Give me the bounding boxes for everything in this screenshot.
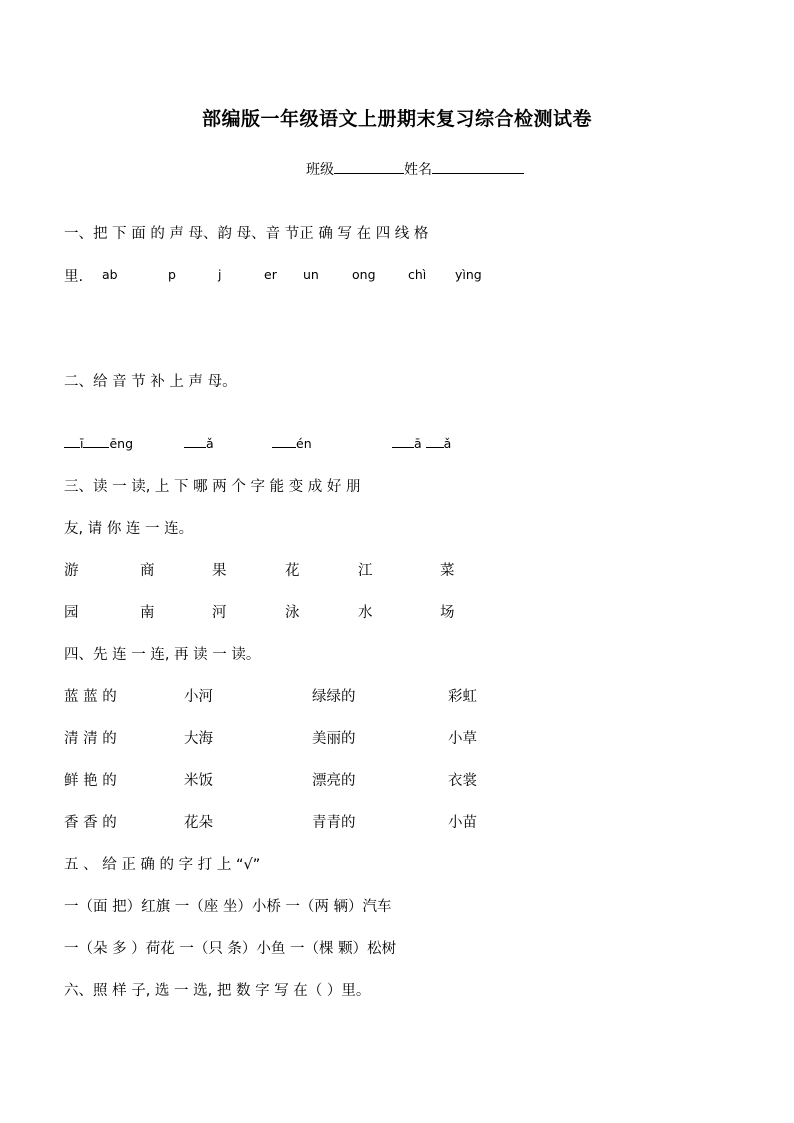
char-bottom[interactable]: 泳 bbox=[285, 605, 300, 621]
char-top[interactable]: 花 bbox=[285, 563, 300, 579]
answer-blank[interactable] bbox=[392, 435, 414, 448]
char-bottom[interactable]: 南 bbox=[140, 605, 155, 621]
q4-heading: 四、先 连 一 连, 再 读 一 读。 bbox=[64, 647, 261, 663]
char-top[interactable]: 菜 bbox=[440, 563, 455, 579]
answer-blank[interactable] bbox=[272, 435, 296, 448]
q1-pinyin-item: j bbox=[218, 267, 222, 282]
q4-word[interactable]: 绿绿的 bbox=[312, 689, 356, 705]
answer-blank[interactable] bbox=[426, 435, 444, 448]
q4-word[interactable]: 大海 bbox=[184, 731, 213, 747]
q4-word[interactable]: 香 香 的 bbox=[64, 815, 117, 831]
q5-line1[interactable]: 一（面 把）红旗 一（座 坐）小桥 一（两 辆）汽车 bbox=[64, 899, 392, 915]
q1-line2-prefix: 里. bbox=[64, 269, 84, 285]
q2-pinyin-item: ēng bbox=[109, 436, 134, 451]
q4-word[interactable]: 花朵 bbox=[184, 815, 213, 831]
char-top[interactable]: 游 bbox=[64, 563, 79, 579]
char-bottom[interactable]: 水 bbox=[358, 605, 373, 621]
q5-heading: 五 、 给 正 确 的 字 打 上 “√” bbox=[64, 857, 261, 873]
char-bottom[interactable]: 园 bbox=[64, 605, 79, 621]
q4-word[interactable]: 米饭 bbox=[184, 773, 213, 789]
q1-pinyin-item: er bbox=[264, 267, 277, 282]
student-info bbox=[306, 159, 524, 179]
q4-word[interactable]: 鲜 艳 的 bbox=[64, 773, 117, 789]
q2-exercise-row bbox=[64, 435, 133, 451]
q4-word[interactable]: 小草 bbox=[448, 731, 477, 747]
class-label: 班级 bbox=[306, 162, 334, 178]
q4-word[interactable]: 青青的 bbox=[312, 815, 356, 831]
q4-word[interactable]: 清 清 的 bbox=[64, 731, 117, 747]
char-top[interactable]: 商 bbox=[140, 563, 155, 579]
q2-pinyin-item: ā bbox=[414, 436, 422, 451]
q2-heading: 二、给 音 节 补 上 声 母。 bbox=[64, 374, 237, 390]
q4-word[interactable]: 衣裳 bbox=[448, 773, 477, 789]
q4-word[interactable]: 小苗 bbox=[448, 815, 477, 831]
q2-pinyin-item: én bbox=[296, 436, 312, 451]
q1-pinyin-item: yìng bbox=[455, 267, 482, 282]
q4-word[interactable]: 漂亮的 bbox=[312, 773, 356, 789]
q1-pinyin-item: chì bbox=[408, 267, 427, 282]
char-bottom[interactable]: 河 bbox=[212, 605, 227, 621]
page-title: 部编版一年级语文上册期末复习综合检测试卷 bbox=[201, 108, 592, 130]
q2-exercise-item bbox=[392, 435, 451, 451]
q1-pinyin-item: ab bbox=[102, 267, 118, 282]
q1-pinyin-item: un bbox=[303, 267, 319, 282]
q2-exercise-item bbox=[272, 435, 312, 451]
q2-pinyin-item: ī bbox=[80, 436, 84, 451]
answer-blank[interactable] bbox=[64, 435, 80, 448]
q2-pinyin-item: ǎ bbox=[443, 436, 452, 451]
name-label: 姓名 bbox=[404, 162, 432, 178]
answer-blank[interactable] bbox=[184, 435, 206, 448]
class-blank[interactable] bbox=[334, 159, 404, 174]
q1-pinyin-item: p bbox=[168, 267, 176, 282]
q5-line2[interactable]: 一（朵 多 ）荷花 一（只 条）小鱼 一（棵 颗）松树 bbox=[64, 941, 397, 957]
char-top[interactable]: 果 bbox=[212, 563, 227, 579]
char-top[interactable]: 江 bbox=[358, 563, 373, 579]
q3-line1: 三、读 一 读, 上 下 哪 两 个 字 能 变 成 好 朋 bbox=[64, 479, 361, 495]
name-blank[interactable] bbox=[432, 159, 524, 174]
q4-word[interactable]: 彩虹 bbox=[448, 689, 477, 705]
answer-blank[interactable] bbox=[83, 435, 109, 448]
q2-pinyin-item: ǎ bbox=[206, 436, 214, 451]
q1-pinyin-item: ong bbox=[352, 267, 376, 282]
q3-line2: 友, 请 你 连 一 连。 bbox=[64, 521, 194, 537]
q2-exercise-item bbox=[184, 435, 214, 451]
q4-word[interactable]: 美丽的 bbox=[312, 731, 356, 747]
q6-heading: 六、照 样 子, 选 一 选, 把 数 字 写 在（ ）里。 bbox=[64, 983, 371, 999]
q4-word[interactable]: 小河 bbox=[184, 689, 213, 705]
q4-word[interactable]: 蓝 蓝 的 bbox=[64, 689, 117, 705]
q1-line1: 一、把 下 面 的 声 母、韵 母、音 节正 确 写 在 四 线 格 bbox=[64, 226, 429, 242]
char-bottom[interactable]: 场 bbox=[440, 605, 455, 621]
